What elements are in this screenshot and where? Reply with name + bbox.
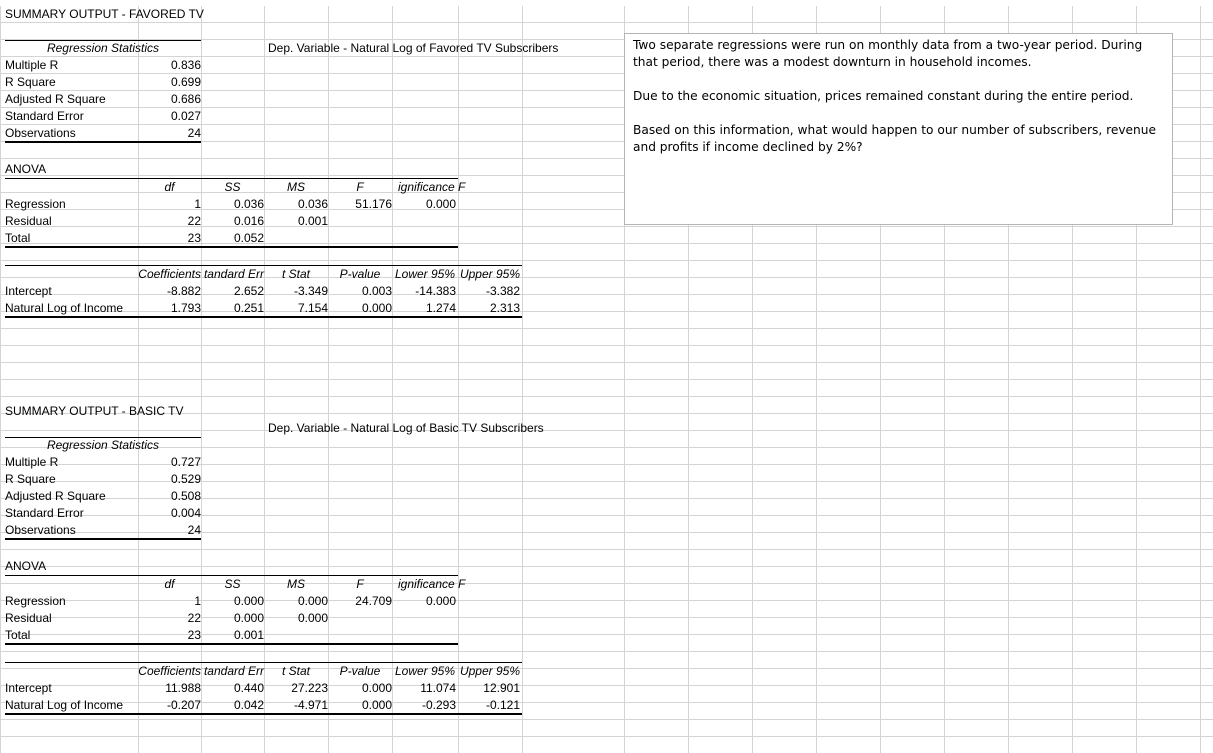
border-line	[5, 575, 458, 576]
anova-header[interactable]: SS	[224, 577, 241, 591]
note-paragraph: Due to the economic situation, prices remained constant during the entire period.	[633, 89, 1134, 103]
coef-hi[interactable]: 2.313	[489, 301, 520, 315]
anova-header[interactable]: F	[356, 577, 364, 591]
coef-hi[interactable]: -0.121	[485, 698, 520, 712]
anova-df[interactable]: 22	[187, 611, 201, 625]
anova-ms[interactable]: 0.001	[297, 214, 328, 228]
reg-stat-value[interactable]: 0.529	[170, 472, 201, 486]
anova-ms[interactable]: 0.036	[297, 197, 328, 211]
basic-title[interactable]: SUMMARY OUTPUT - BASIC TV	[5, 404, 184, 418]
coef-se[interactable]: 0.042	[233, 698, 264, 712]
border-line	[5, 643, 458, 645]
coef-se[interactable]: 0.251	[233, 301, 264, 315]
coef-header[interactable]: Upper 95%	[459, 664, 521, 678]
coef-value[interactable]: -0.207	[166, 698, 201, 712]
anova-row-label[interactable]: Total	[5, 628, 31, 642]
coef-value[interactable]: 1.793	[170, 301, 201, 315]
anova-header[interactable]: SS	[224, 180, 241, 194]
coef-row-label[interactable]: Natural Log of Income	[5, 698, 124, 712]
anova-ss[interactable]: 0.000	[233, 594, 264, 608]
coef-header[interactable]: tandard Err	[203, 664, 264, 678]
favored-anova-title[interactable]: ANOVA	[5, 162, 47, 176]
anova-df[interactable]: 23	[187, 628, 201, 642]
coef-p[interactable]: 0.003	[361, 284, 392, 298]
favored-dep-variable[interactable]: Dep. Variable - Natural Log of Favored TV Subscribers	[268, 41, 559, 55]
coef-header[interactable]: Upper 95%	[459, 267, 521, 281]
reg-stat-value[interactable]: 24	[187, 126, 201, 140]
border-line	[5, 141, 201, 143]
reg-stat-label[interactable]: Multiple R	[5, 58, 59, 72]
coef-value[interactable]: -8.882	[166, 284, 201, 298]
anova-header[interactable]: ignificance F	[398, 180, 466, 194]
reg-stat-label[interactable]: R Square	[5, 472, 56, 486]
basic-anova-title[interactable]: ANOVA	[5, 559, 47, 573]
border-line	[5, 538, 201, 540]
reg-stat-label[interactable]: Standard Error	[5, 506, 84, 520]
reg-stat-label[interactable]: Standard Error	[5, 109, 84, 123]
coef-row-label[interactable]: Intercept	[5, 284, 52, 298]
anova-row-label[interactable]: Regression	[5, 594, 66, 608]
anova-header[interactable]: ignificance F	[398, 577, 466, 591]
coef-header[interactable]: P-value	[339, 267, 381, 281]
favored-title[interactable]: SUMMARY OUTPUT - FAVORED TV	[5, 7, 204, 21]
anova-sig[interactable]: 0.000	[425, 197, 456, 211]
anova-df[interactable]: 23	[187, 231, 201, 245]
reg-stat-value[interactable]: 0.836	[170, 58, 201, 72]
coef-value[interactable]: 11.988	[165, 681, 201, 695]
coef-p[interactable]: 0.000	[361, 698, 392, 712]
coef-header[interactable]: tandard Err	[203, 267, 264, 281]
coef-header[interactable]: Lower 95%	[394, 664, 456, 678]
coef-p[interactable]: 0.000	[361, 301, 392, 315]
coef-lo[interactable]: 11.074	[420, 681, 456, 695]
anova-f[interactable]: 24.709	[355, 594, 392, 608]
anova-header[interactable]: df	[164, 577, 175, 591]
coef-hi[interactable]: -3.382	[485, 284, 520, 298]
reg-stat-label[interactable]: Adjusted R Square	[5, 489, 106, 503]
reg-stat-label[interactable]: Observations	[5, 126, 76, 140]
anova-row-label[interactable]: Regression	[5, 197, 66, 211]
anova-ss[interactable]: 0.016	[233, 214, 264, 228]
coef-lo[interactable]: -0.293	[421, 698, 456, 712]
reg-stat-value[interactable]: 0.686	[170, 92, 201, 106]
reg-stat-value[interactable]: 0.027	[170, 109, 201, 123]
anova-ss[interactable]: 0.036	[233, 197, 264, 211]
reg-stat-value[interactable]: 0.727	[170, 455, 201, 469]
reg-stat-label[interactable]: Adjusted R Square	[5, 92, 106, 106]
coef-header[interactable]: P-value	[339, 664, 381, 678]
coef-se[interactable]: 2.652	[233, 284, 264, 298]
coef-t[interactable]: 27.223	[291, 681, 328, 695]
anova-header[interactable]: F	[356, 180, 364, 194]
border-line	[5, 437, 201, 438]
basic-dep-variable[interactable]: Dep. Variable - Natural Log of Basic TV Subscribers	[268, 421, 544, 435]
coef-header[interactable]: t Stat	[281, 664, 310, 678]
reg-stat-label[interactable]: Observations	[5, 523, 76, 537]
coef-header[interactable]: t Stat	[281, 267, 310, 281]
anova-df[interactable]: 1	[194, 197, 201, 211]
coef-lo[interactable]: -14.383	[415, 284, 456, 298]
border-line	[5, 246, 458, 248]
coef-t[interactable]: -4.971	[293, 698, 328, 712]
reg-stat-value[interactable]: 0.699	[170, 75, 201, 89]
anova-ss[interactable]: 0.052	[233, 231, 264, 245]
coef-t[interactable]: -3.349	[293, 284, 328, 298]
anova-row-label[interactable]: Residual	[5, 214, 52, 228]
reg-stat-value[interactable]: 0.508	[170, 489, 201, 503]
reg-stat-label[interactable]: Multiple R	[5, 455, 59, 469]
anova-ms[interactable]: 0.000	[297, 594, 328, 608]
border-line	[5, 316, 522, 318]
favored-reg-stats-header[interactable]: Regression Statistics	[46, 41, 160, 55]
coef-hi[interactable]: 12.901	[483, 681, 520, 695]
anova-header[interactable]: MS	[287, 180, 305, 194]
reg-stat-value[interactable]: 24	[187, 523, 201, 537]
anova-row-label[interactable]: Residual	[5, 611, 52, 625]
coef-t[interactable]: 7.154	[297, 301, 328, 315]
anova-ss[interactable]: 0.001	[233, 628, 264, 642]
question-text-box[interactable]	[624, 33, 1173, 225]
coef-p[interactable]: 0.000	[361, 681, 392, 695]
note-paragraph: Based on this information, what would happen to our number of subscribers, revenue and profits if income declined by 2%?	[633, 123, 1156, 154]
note-paragraph: Two separate regressions were run on monthly data from a two-year period. During that period, there was a modest downturn in household incomes.	[633, 38, 1143, 69]
basic-reg-stats-header[interactable]: Regression Statistics	[46, 438, 160, 452]
coef-lo[interactable]: 1.274	[425, 301, 456, 315]
coef-row-label[interactable]: Intercept	[5, 681, 52, 695]
border-line	[5, 662, 522, 663]
coef-header[interactable]: Coefficients	[138, 267, 201, 281]
anova-f[interactable]: 51.176	[355, 197, 392, 211]
anova-header[interactable]: df	[164, 180, 175, 194]
anova-row-label[interactable]: Total	[5, 231, 31, 245]
anova-df[interactable]: 1	[194, 594, 201, 608]
border-line	[5, 40, 201, 41]
coef-header[interactable]: Coefficients	[138, 664, 201, 678]
anova-header[interactable]: MS	[287, 577, 305, 591]
anova-sig[interactable]: 0.000	[425, 594, 456, 608]
border-line	[5, 265, 522, 266]
coef-se[interactable]: 0.440	[233, 681, 264, 695]
anova-ss[interactable]: 0.000	[233, 611, 264, 625]
border-line	[5, 178, 458, 179]
border-line	[5, 713, 522, 715]
coef-header[interactable]: Lower 95%	[394, 267, 456, 281]
coef-row-label[interactable]: Natural Log of Income	[5, 301, 124, 315]
reg-stat-value[interactable]: 0.004	[170, 506, 201, 520]
reg-stat-label[interactable]: R Square	[5, 75, 56, 89]
anova-df[interactable]: 22	[187, 214, 201, 228]
anova-ms[interactable]: 0.000	[297, 611, 328, 625]
